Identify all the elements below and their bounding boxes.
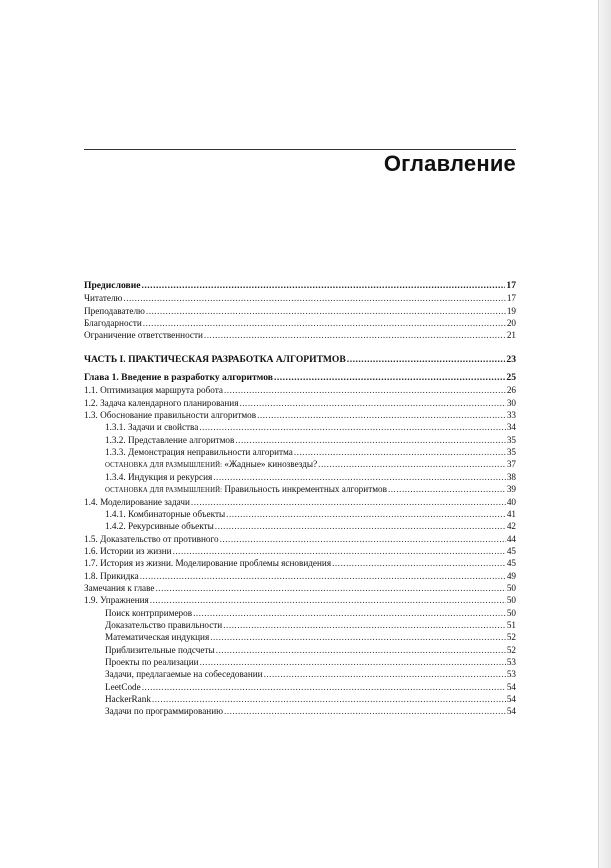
toc-entry-text: Глава 1. Введение в разработку алгоритмов — [84, 372, 273, 384]
toc-entry-text: HackerRank — [105, 694, 151, 704]
toc-entry-page: 53 — [506, 656, 516, 667]
toc-entry-text: Замечания к главе — [84, 582, 155, 593]
toc-entry-page: 25 — [506, 372, 516, 384]
toc-entry-page: 54 — [506, 681, 516, 692]
toc-entry-text: 1.3.4. Индукция и рекурсия — [105, 471, 213, 482]
toc-entry[interactable] — [84, 681, 516, 693]
toc-entry[interactable] — [84, 508, 516, 520]
toc-entry-text: ЧАСТЬ I. ПРАКТИЧЕСКАЯ РАЗРАБОТКА АЛГОРИТМОВ — [84, 353, 346, 365]
leader-dots — [224, 384, 506, 396]
toc-entry[interactable] — [84, 557, 516, 569]
toc-entry-text: 1.5. Доказательство от противного — [84, 533, 219, 544]
toc-entry-preface[interactable] — [84, 280, 516, 292]
toc-entry[interactable] — [84, 668, 516, 680]
toc-entry-text: 1.1. Оптимизация маршрута робота — [84, 385, 223, 396]
toc-entry-page: 40 — [506, 496, 516, 507]
leader-dots — [332, 557, 506, 569]
toc-entry-text: Поиск контрпримеров — [105, 607, 193, 618]
leader-dots — [264, 668, 506, 680]
toc-entry-page: 51 — [506, 619, 516, 630]
leader-dots — [216, 644, 506, 656]
toc-entry[interactable] — [84, 409, 516, 421]
toc-entry-page: 54 — [506, 694, 516, 704]
leader-dots — [223, 619, 506, 631]
toc-entry-page: 17 — [506, 280, 516, 291]
toc-entry-page: 42 — [506, 521, 516, 532]
toc-entry-part[interactable] — [84, 354, 516, 366]
toc-entry[interactable] — [84, 397, 516, 409]
toc-entry[interactable] — [84, 292, 516, 304]
leader-dots — [210, 631, 506, 643]
toc-entry-page: 30 — [506, 397, 516, 408]
toc-entry[interactable] — [84, 520, 516, 532]
toc-entry-page: 50 — [506, 595, 516, 606]
toc-entry-page: 34 — [506, 422, 516, 433]
toc-entry[interactable] — [84, 434, 516, 446]
toc-entry-page: 50 — [506, 607, 516, 618]
leader-dots — [140, 570, 506, 582]
toc-entry-text: Проекты по реализации — [105, 656, 199, 667]
toc-entry-text-wrap — [84, 483, 387, 495]
toc-entry[interactable] — [84, 582, 516, 594]
leader-dots — [143, 317, 506, 329]
leader-dots — [204, 329, 506, 341]
toc-entry[interactable] — [84, 421, 516, 433]
toc-entry-page: 54 — [506, 706, 516, 717]
leader-dots — [199, 421, 505, 433]
toc-entry-text: «Жадные» кинозвезды? — [224, 459, 318, 470]
toc-entry[interactable] — [84, 305, 516, 317]
toc-entry-text: 1.3.2. Представление алгоритмов — [105, 434, 235, 445]
leader-dots — [239, 397, 505, 409]
toc-entry-text: 1.3. Обоснование правильности алгоритмов — [84, 410, 257, 421]
toc-entry[interactable] — [84, 607, 516, 619]
toc-entry-text: LeetCode — [105, 681, 141, 692]
toc-entry[interactable] — [84, 496, 516, 508]
toc-entry-text: Математическая индукция — [105, 632, 210, 643]
toc-entry-text: 1.6. Истории из жизни — [84, 545, 172, 556]
leader-dots — [318, 458, 506, 470]
leader-dots — [235, 434, 505, 446]
sidebar-label: ОСТАНОВКА ДЛЯ РАЗМЫШЛЕНИЙ: — [105, 462, 223, 470]
toc-entry-page: 20 — [506, 318, 516, 329]
toc-entry-text: Задачи, предлагаемые на собеседовании — [105, 669, 263, 680]
toc-entry[interactable] — [84, 656, 516, 668]
toc-entry-page: 52 — [506, 632, 516, 643]
toc-entry-page: 35 — [506, 447, 516, 458]
toc-entry-text: 1.7. История из жизни. Моделирование проблемы ясновидения — [84, 558, 332, 569]
leader-dots — [155, 582, 505, 594]
leader-dots — [173, 545, 506, 557]
toc-entry-page: 45 — [506, 545, 516, 556]
sidebar-label: ОСТАНОВКА ДЛЯ РАЗМЫШЛЕНИЙ: — [105, 487, 223, 495]
toc-entry-text: 1.4. Моделирование задачи — [84, 496, 190, 507]
leader-dots — [220, 533, 506, 545]
toc-entry-text: 1.4.1. Комбинаторные объекты — [105, 508, 226, 519]
toc-entry-text: Читателю — [84, 293, 123, 304]
toc-entry-text: 1.4.2. Рекурсивные объекты — [105, 521, 214, 532]
leader-dots — [347, 354, 506, 366]
toc-entry-text: Задачи по программированию — [105, 706, 223, 717]
toc-entry-sidebar[interactable] — [84, 458, 516, 470]
toc-entry-text: Ограничение ответственности — [84, 330, 203, 341]
toc-entry[interactable] — [84, 644, 516, 656]
table-of-contents — [84, 280, 516, 718]
toc-entry[interactable] — [84, 594, 516, 606]
toc-entry-sidebar[interactable] — [84, 483, 516, 495]
page-title: Оглавление — [383, 151, 516, 176]
leader-dots — [146, 305, 506, 317]
toc-entry[interactable] — [84, 533, 516, 545]
toc-entry[interactable] — [84, 619, 516, 631]
leader-dots — [142, 681, 506, 693]
toc-entry-page: 26 — [506, 385, 516, 396]
toc-entry-page: 37 — [506, 459, 516, 470]
toc-entry-page: 53 — [506, 669, 516, 680]
toc-entry-chapter[interactable] — [84, 372, 516, 384]
toc-entry-page: 41 — [506, 508, 516, 519]
toc-entry[interactable] — [84, 317, 516, 329]
leader-dots — [224, 705, 506, 717]
toc-entry-page: 50 — [506, 582, 516, 593]
toc-entry-page: 19 — [506, 305, 516, 316]
leader-dots — [215, 520, 506, 532]
title-rule — [84, 149, 516, 150]
toc-entry-text: 1.9. Упражнения — [84, 595, 149, 606]
leader-dots — [388, 483, 506, 495]
toc-entry-text: 1.2. Задача календарного планирования — [84, 397, 239, 408]
page-edge-shadow — [598, 0, 611, 868]
toc-entry-page: 44 — [506, 533, 516, 544]
toc-entry-text: 1.3.3. Демонстрация неправильности алгоритма — [105, 447, 293, 458]
toc-entry[interactable] — [84, 329, 516, 341]
toc-entry-text-wrap — [84, 458, 317, 470]
toc-entry[interactable] — [84, 705, 516, 717]
leader-dots — [226, 508, 506, 520]
toc-entry-text: Предисловие — [84, 280, 141, 291]
toc-entry-page: 52 — [506, 644, 516, 655]
leader-dots — [257, 409, 506, 421]
toc-entry-page: 23 — [506, 353, 516, 365]
leader-dots — [123, 292, 505, 304]
leader-dots — [193, 607, 506, 619]
toc-entry-text: Преподавателю — [84, 305, 145, 316]
toc-entry-page: 21 — [506, 330, 516, 341]
toc-entry[interactable] — [84, 545, 516, 557]
toc-entry-page: 17 — [506, 293, 516, 304]
leader-dots — [150, 594, 506, 606]
toc-entry-text: 1.3.1. Задачи и свойства — [105, 422, 199, 433]
leader-dots — [294, 446, 506, 458]
toc-entry[interactable] — [84, 446, 516, 458]
toc-entry-page: 35 — [506, 434, 516, 445]
toc-entry-page: 38 — [506, 471, 516, 482]
toc-entry-text: Правильность инкрементных алгоритмов — [224, 484, 387, 495]
toc-entry-text: Приблизительные подсчеты — [105, 644, 215, 655]
toc-entry[interactable] — [84, 471, 516, 483]
leader-dots — [152, 693, 506, 705]
leader-dots — [191, 496, 506, 508]
toc-entry[interactable] — [84, 384, 516, 396]
leader-dots — [141, 280, 505, 292]
leader-dots — [274, 372, 505, 384]
toc-entry-page: 33 — [506, 410, 516, 421]
leader-dots — [200, 656, 506, 668]
toc-entry[interactable] — [84, 631, 516, 643]
toc-entry-text: Благодарности — [84, 318, 142, 329]
toc-entry[interactable] — [84, 693, 516, 705]
toc-entry-text: 1.8. Прикидка — [84, 570, 139, 581]
toc-entry-page: 39 — [506, 484, 516, 495]
toc-entry-page: 45 — [506, 558, 516, 569]
toc-entry-page: 49 — [506, 570, 516, 581]
leader-dots — [213, 471, 506, 483]
toc-entry-text: Доказательство правильности — [105, 619, 223, 630]
toc-entry[interactable] — [84, 570, 516, 582]
